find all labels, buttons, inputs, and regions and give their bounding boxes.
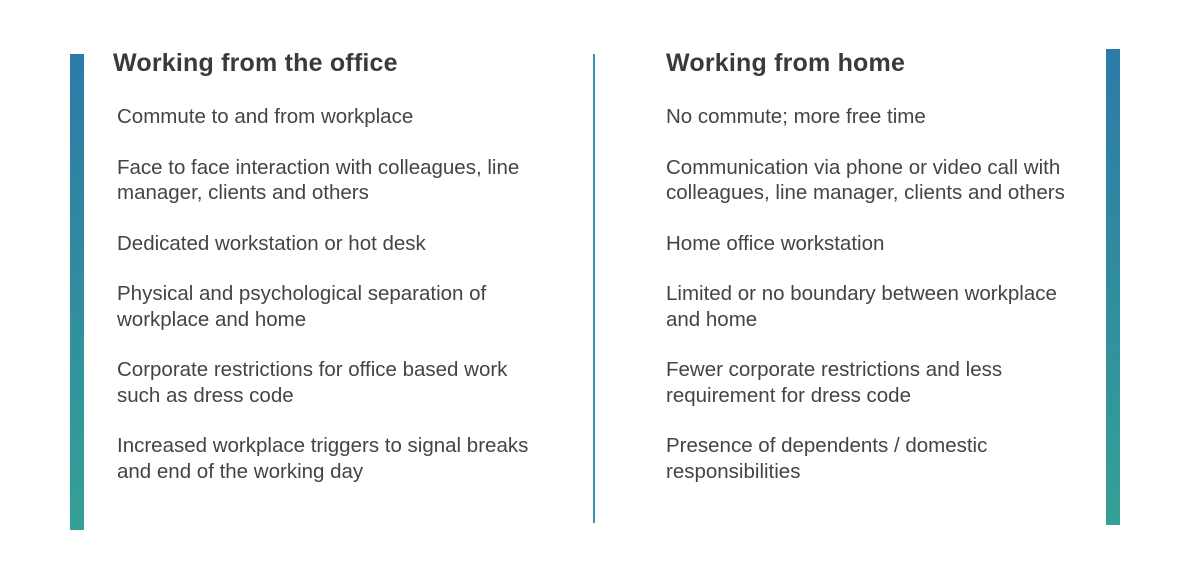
home-column <box>666 46 1096 509</box>
home-item-restrictions: Fewer corporate restrictions and less requirement for dress code <box>666 358 1003 407</box>
home-item-boundary: Limited or no boundary between workplace and home <box>666 282 1057 331</box>
office-item-separation: Physical and psychological separation of workplace and home <box>117 282 487 331</box>
office-item-restrictions: Corporate restrictions for office based work such as dress code <box>117 358 508 407</box>
office-title: Working from the office <box>113 49 398 77</box>
right-accent-bar <box>1106 49 1120 525</box>
office-item-workstation: Dedicated workstation or hot desk <box>117 231 426 255</box>
office-column <box>113 46 543 509</box>
left-accent-bar <box>70 54 84 530</box>
home-item-commute: No commute; more free time <box>666 105 926 128</box>
office-item-commute: Commute to and from workplace <box>117 105 414 128</box>
home-item-communication: Communication via phone or video call with colleagues, line manager, clients and others <box>666 155 1065 204</box>
home-list <box>666 104 1096 484</box>
office-item-triggers: Increased workplace triggers to signal breaks and end of the working day <box>117 434 529 483</box>
office-list <box>113 104 543 484</box>
home-item-dependents: Presence of dependents / domestic responsibilities <box>666 434 988 483</box>
column-divider <box>593 54 595 523</box>
office-item-interaction: Face to face interaction with colleagues, line manager, clients and others <box>117 155 520 204</box>
home-title: Working from home <box>666 49 906 77</box>
home-item-workstation: Home office workstation <box>666 231 885 255</box>
